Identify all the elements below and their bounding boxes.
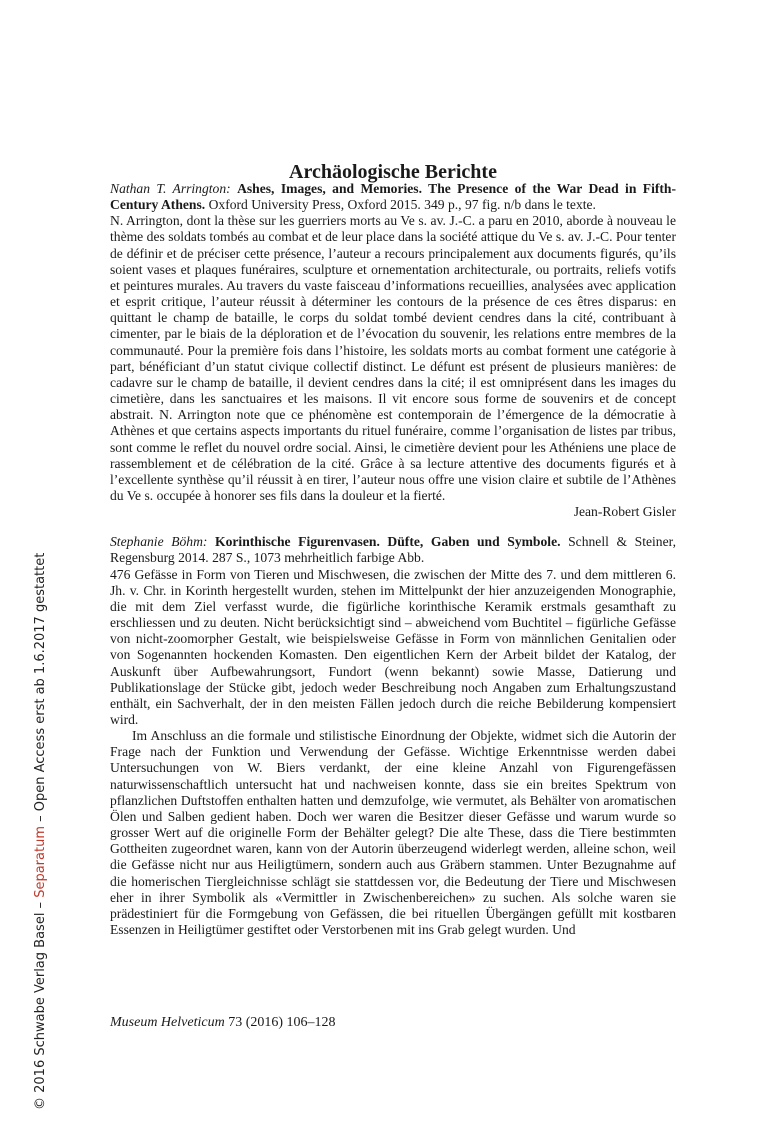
reviews-column	[110, 181, 676, 952]
reviewer-signature: Jean-Robert Gisler	[573, 504, 676, 520]
journal-name: Museum Helveticum	[110, 1015, 225, 1030]
review-paragraph: N. Arrington, dont la thèse sur les guerriers morts au Ve s. av. J.-C. a paru en 2010, aborde à nouveau le thème des soldats tombés au combat et de leur place dans la société attique du Ve s. av. J.-C. Pour tenter de définir et de préciser cette présence, l’auteur a recours principalement aux documents figurés, qu’ils soient vases et plaques funéraires, sculpture et ornementation architecturale, ou portraits, reliefs votifs et peintures murales. Au travers du vaste faisceau d’informations recueillies, analysées avec application et esprit critique, l’auteur réussit à déterminer les contours de la présence de ces êtres disparus: en quittant le champ de bataille, le corps du soldat tombé devient cendres dans la cité, contribuant à cimenter, par le biais de la déploration et de l’évocation du souvenir, les relations entre membres de la communauté. Pour la première fois dans l’histoire, les soldats morts au combat forment une catégorie à part, bénéficiant d’un statut civique collectif distinct. Le défunt est présent de plusieurs manières: de cadavre sur le champ de bataille, il devient cendres dans la cité; il est omniprésent dans les images du cimetière, dans les sanctuaires et les maisons. Il vit encore sous forme de souvenirs et de concept abstrait. N. Arrington note que ce phénomène est contemporain de l’émergence de la démocratie à Athènes et que certains aspects importants du rituel funéraire, comme l’organisation de listes par tribus, sont comme le reflet du nouvel ordre social. Ainsi, le cimetière devient pour les Athéniens une place de rassemblement et de célébration de la cité. Grâce à sa lecture attentive des documents figurés et à l’excellente synthèse qu’il réussit à en tirer, l’auteur nous offre une vision claire et subtile de l’Athènes du Ve s. occupée à honorer ses fils dans la douleur et la fierté.	[110, 213, 676, 503]
journal-volume: 73 (2016) 106–128	[228, 1015, 336, 1030]
review-author: Stephanie Böhm:	[110, 534, 208, 550]
publication-info: Schnell & Steiner, Regensburg 2014. 287 S., 1073 mehrheitlich farbige Abb.	[110, 534, 676, 566]
review-paragraph: 476 Gefässe in Form von Tieren und Mischwesen, die zwischen der Mitte des 7. und dem mittleren 6. Jh. v. Chr. in Korinth hergestellt wurden, stehen im Mittelpunkt der hier anzuzeigenden Monographie, die mit dem Ziel verfasst wurde, die figürliche korinthische Keramik erstmals gesamthaft zu erschliessen und zu deuten. Nicht berücksichtigt sind – abweichend vom Buchtitel – figürliche Gefässe von nicht-zoomorpher Gestalt, wie beispielsweise Gefässe in Form von männlichen Genitalien oder von Sogenannten hockenden Komasten. Den eigentlichen Kern der Arbeit bildet der Katalog, der Auskunft über Aufbewahrungsort, Fundort (wenn bekannt) sowie Masse, Datierung und Publikationslage der Stücke gibt, jedoch weder Beschreibung noch Angaben zum Erhaltungszustand enthält, ein Sachverhalt, der in den meisten Fällen jedoch durch die reiche Bebilderung kompensiert wird.	[110, 566, 676, 727]
book-title: Ashes, Images, and Memories. The Presence of the War Dead in Fifth-Century Athens.	[110, 181, 676, 213]
review-header	[110, 534, 676, 566]
copyright-side-note	[33, 553, 49, 1110]
side-note-suffix: – Open Access erst ab 1.6.2017 gestattet	[33, 552, 48, 827]
review-paragraph: Im Anschluss an die formale und stilistische Einordnung der Objekte, widmet sich die Autorin der Frage nach der Funktion und Verwendung der Gefässe. Wichtige Erkenntnisse werden dabei Untersuchungen von W. Biers verdankt, der eine kleine Anzahl von Figurengefässen naturwissenschaftlich untersucht hat und nachweisen konnte, dass sie ein breites Spektrum von pflanzlichen Duftstoffen enthalten hatten und demzufolge, wie vermutet, als Behälter von aromatischen Ölen und Salben gedient haben. Doch wer waren die Besitzer dieser Gefässe und warum wurde so grosser Wert auf die originelle Form der Behälter gelegt? Die alte These, dass die Tiere bestimmten Gottheiten zugeordnet waren, kann von der Autorin überzeugend widerlegt werden, alleine schon, weil die Gefässe nicht nur aus Heiligtümern, sondern auch aus Gräbern stammen. Unter Bezugnahme auf die homerischen Tiergleichnisse schlägt sie stattdessen vor, die Bedeutung der Tiere und Mischwesen eher in ihrer Symbolik als «Vermittler in Zwischenbereichen» zu suchen. Als solche waren sie prädestiniert für die Formgebung von Gefässen, die bei rituellen Übergängen gefüllt mit kostbaren Essenzen in Heiligtümer gestiftet oder Verstorbenen mit ins Grab gelegt wurden. Und	[110, 728, 676, 938]
review-boehm	[110, 534, 676, 938]
book-title: Korinthische Figurenvasen. Düfte, Gaben und Symbole.	[215, 534, 561, 550]
publication-info: Oxford University Press, Oxford 2015. 349 p., 97 fig. n/b dans le texte.	[208, 197, 596, 213]
side-note-prefix: © 2016 Schwabe Verlag Basel –	[33, 897, 48, 1110]
review-arrington	[110, 181, 676, 520]
journal-footer	[110, 1014, 336, 1031]
page-title: Archäologische Berichte	[289, 161, 497, 184]
review-author: Nathan T. Arrington:	[110, 181, 231, 196]
review-header	[110, 181, 676, 213]
side-note-separatum: Separatum	[33, 826, 48, 898]
